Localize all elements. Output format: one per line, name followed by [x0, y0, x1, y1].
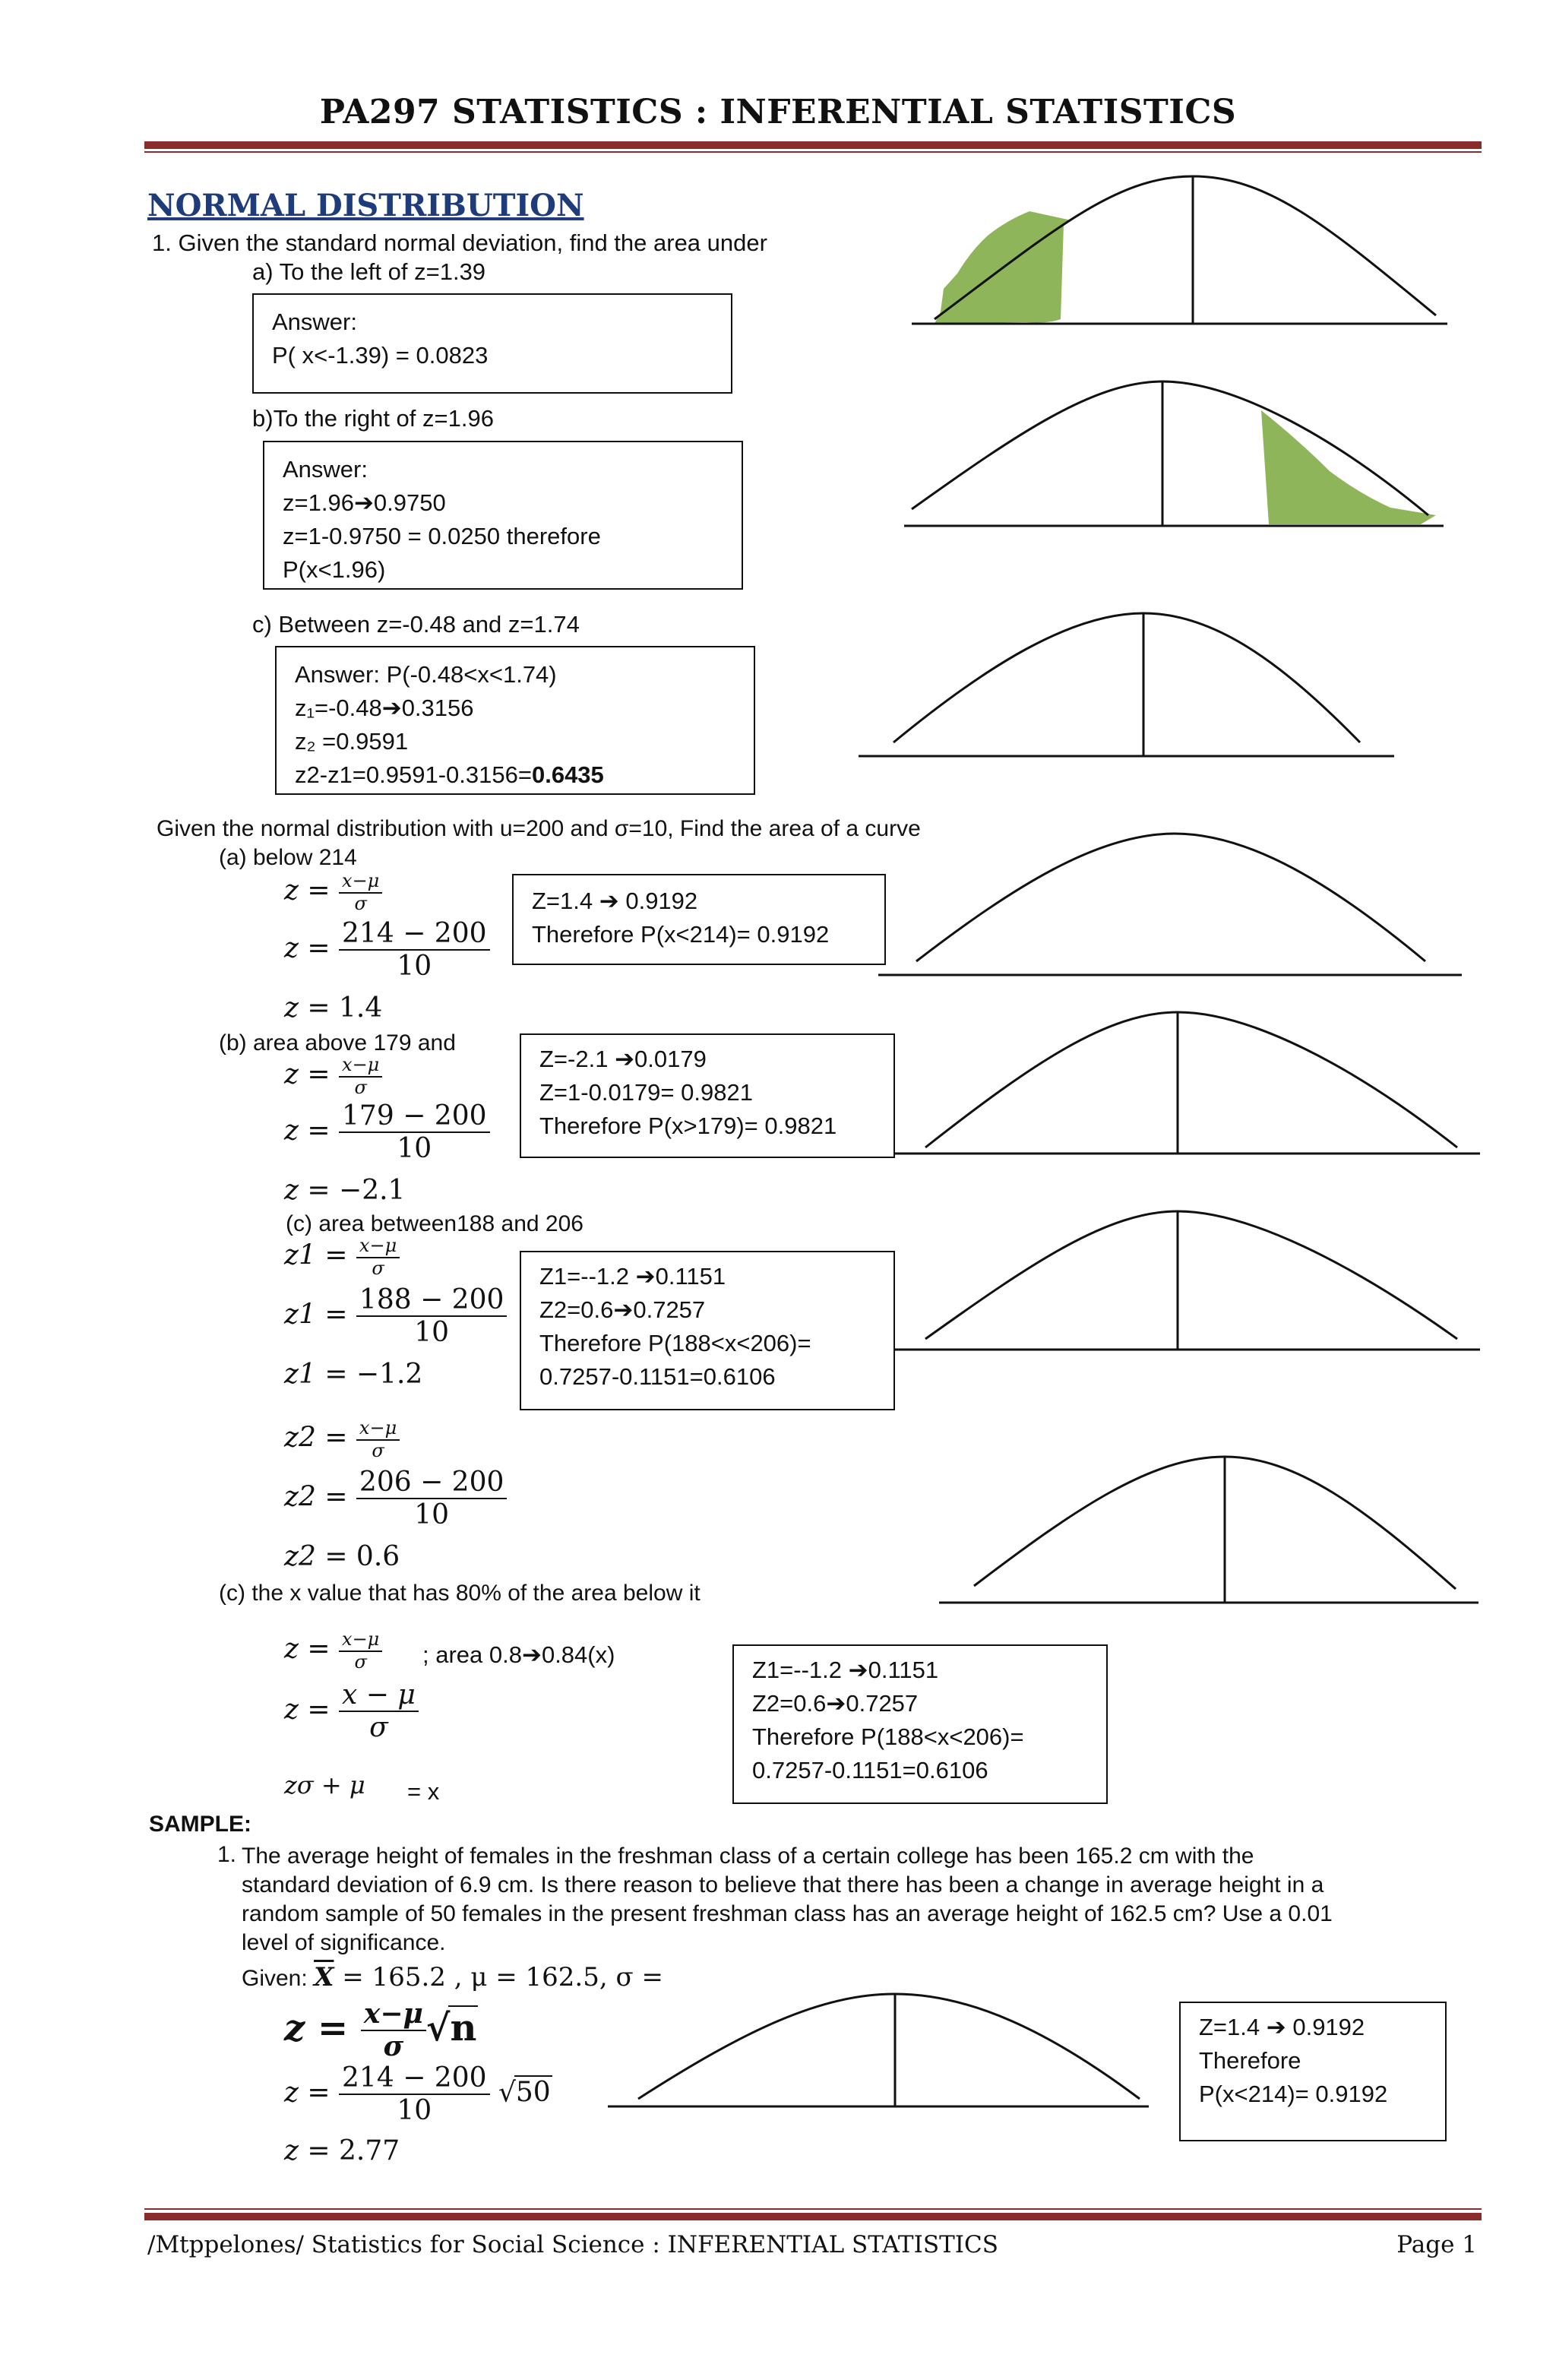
part-c-label: c) Between z=-0.48 and z=1.74 [252, 611, 580, 638]
question-line: The average height of females in the freshman class of a certain college has been 165.2 cm with the [242, 1844, 1254, 1869]
x-solution: zσ + μ [284, 1771, 365, 1799]
answer-box-a [252, 293, 732, 394]
answer-box-2a [512, 874, 886, 965]
answer-line: z=1-0.9750 = 0.0250 therefore [283, 523, 601, 549]
area-note: ; area 0.8➔0.84(x) [422, 1641, 615, 1668]
normal-curve-a [904, 167, 1451, 327]
normal-curve-2d [939, 1448, 1480, 1607]
part-c-label: (c) area between188 and 206 [286, 1211, 584, 1236]
part-d-label: (c) the x value that has 80% of the area below it [219, 1581, 701, 1606]
normal-curve-c [859, 604, 1406, 764]
question-line: standard deviation of 6.9 cm. Is there reason to believe that there has been a change in average height in a [242, 1872, 1324, 1897]
answer-line: z2-z1=0.9591-0.3156=0.6435 [295, 761, 604, 788]
footer-text: /Mtppelones/ Statistics for Social Science : INFERENTIAL STATISTICS [147, 2231, 998, 2258]
z2-formula: z2 = $\frac{x-\mu}{\sigma}$ [284, 1418, 400, 1461]
page-number: Page 1 [1396, 2231, 1477, 2258]
z-test-substitution: z = $\frac{214 - 200}{10}$ √50 [284, 2062, 551, 2127]
answer-line: z₂ =0.9591 [295, 728, 409, 755]
given-label: Given: [242, 1966, 308, 1991]
sample-heading: SAMPLE: [149, 1812, 251, 1837]
answer-line: Z1=--1.2 ➔0.1151 [752, 1657, 939, 1683]
shaded-area [1261, 410, 1436, 524]
answer-line: Therefore P(188<x<206)= [752, 1723, 1024, 1750]
answer-line: z₁=-0.48➔0.3156 [295, 695, 474, 721]
z2-substitution: z2 = $\frac{206 - 200}{10}$ [284, 1467, 507, 1531]
part-b-label: (b) area above 179 and [219, 1030, 456, 1055]
page-title: PA297 STATISTICS : INFERENTIAL STATISTICS [319, 93, 1237, 131]
answer-line: z=1.96➔0.9750 [283, 489, 446, 516]
answer-line: 0.7257-0.1151=0.6106 [539, 1363, 776, 1390]
answer-line: Z2=0.6➔0.7257 [752, 1690, 919, 1717]
z-test-formula: z = $\frac{x-\mu}{\sigma}$ √n [284, 1998, 477, 2063]
z-result: z = 1.4 [284, 992, 383, 1024]
answer-line: Z1=--1.2 ➔0.1151 [539, 1263, 726, 1290]
normal-curve-2a [878, 824, 1463, 980]
z1-formula: z1 = $\frac{x-\mu}{\sigma}$ [284, 1236, 400, 1279]
answer-line: P(x<214)= 0.9192 [1199, 2081, 1388, 2107]
given-line: Given: $\overline{X} = 165.2$ , μ = 162.5, σ = [242, 1962, 663, 1992]
normal-curve-2b [895, 1003, 1480, 1159]
footer-rule-thin [144, 2208, 1482, 2210]
answer-box-c [275, 646, 755, 795]
question-1: 1. Given the standard normal deviation, find the area under [152, 229, 767, 256]
answer-box-sample [1179, 2002, 1447, 2141]
answer-line: Z=-2.1 ➔0.0179 [539, 1046, 707, 1072]
z1-substitution: z1 = $\frac{188 - 200}{10}$ [284, 1284, 507, 1349]
z-substitution: z = $\frac{214 - 200}{10}$ [284, 918, 490, 983]
answer-line: P(x<1.96) [283, 556, 386, 583]
answer-line: Z=1-0.0179= 0.9821 [539, 1079, 753, 1106]
part-b-label: b)To the right of z=1.96 [252, 405, 494, 432]
normal-curve-sample [608, 1985, 1155, 2114]
answer-line: Therefore P(x<214)= 0.9192 [532, 921, 830, 948]
answer-line: Z2=0.6➔0.7257 [539, 1296, 706, 1323]
z-formula: z = $\frac{x-\mu}{\sigma}$ [284, 1055, 382, 1098]
answer-box-b [263, 441, 743, 590]
part-a-label: (a) below 214 [219, 845, 357, 870]
section2-intro: Given the normal distribution with u=200 and σ=10, Find the area of a curve [157, 816, 921, 841]
normal-curve-2c [895, 1202, 1480, 1358]
z-result: z = −2.1 [284, 1175, 406, 1206]
answer-line: Therefore P(x>179)= 0.9821 [539, 1112, 837, 1139]
answer-box-2d [732, 1644, 1108, 1804]
answer-box-2b [520, 1033, 895, 1158]
answer-result: 0.6435 [531, 761, 604, 788]
z-formula: z = $\frac{x-\mu}{\sigma}$ [284, 871, 382, 914]
z-formula: z = $\frac{x-\mu}{\sigma}$ [284, 1629, 382, 1673]
z-formula-large: z = $\frac{x - \mu}{\sigma}$ [284, 1679, 419, 1744]
section-heading: NORMAL DISTRIBUTION [147, 188, 584, 223]
answer-line: Answer: [272, 309, 357, 335]
part-a-label: a) To the left of z=1.39 [252, 258, 486, 285]
header-rule-thin [144, 151, 1482, 153]
answer-line: 0.7257-0.1151=0.6106 [752, 1757, 988, 1783]
question-line: random sample of 50 females in the present freshman class has an average height of 162.5 cm? Use a 0.01 [242, 1901, 1333, 1926]
normal-curve-b [904, 372, 1451, 532]
z2-result: z2 = 0.6 [284, 1541, 400, 1572]
z1-result: z1 = −1.2 [284, 1359, 423, 1390]
sample-question-number: 1. [217, 1842, 237, 1867]
answer-line: Z=1.4 ➔ 0.9192 [532, 888, 698, 914]
question-line: level of significance. [242, 1930, 446, 1955]
z-substitution: z = $\frac{179 - 200}{10}$ [284, 1100, 490, 1165]
header-rule [144, 141, 1482, 149]
answer-line: Therefore P(188<x<206)= [539, 1330, 811, 1356]
answer-line: P( x<-1.39) = 0.0823 [272, 342, 489, 369]
z-test-result: z = 2.77 [284, 2135, 400, 2166]
answer-line: Therefore [1199, 2047, 1301, 2074]
answer-box-2c [520, 1251, 895, 1410]
sample-question [242, 1842, 1333, 1957]
answer-line: Answer: [283, 456, 368, 483]
answer-line: Z=1.4 ➔ 0.9192 [1199, 2014, 1365, 2040]
footer-rule [144, 2213, 1482, 2220]
x-equals: = x [407, 1778, 440, 1805]
answer-line: Answer: P(-0.48<x<1.74) [295, 661, 557, 688]
